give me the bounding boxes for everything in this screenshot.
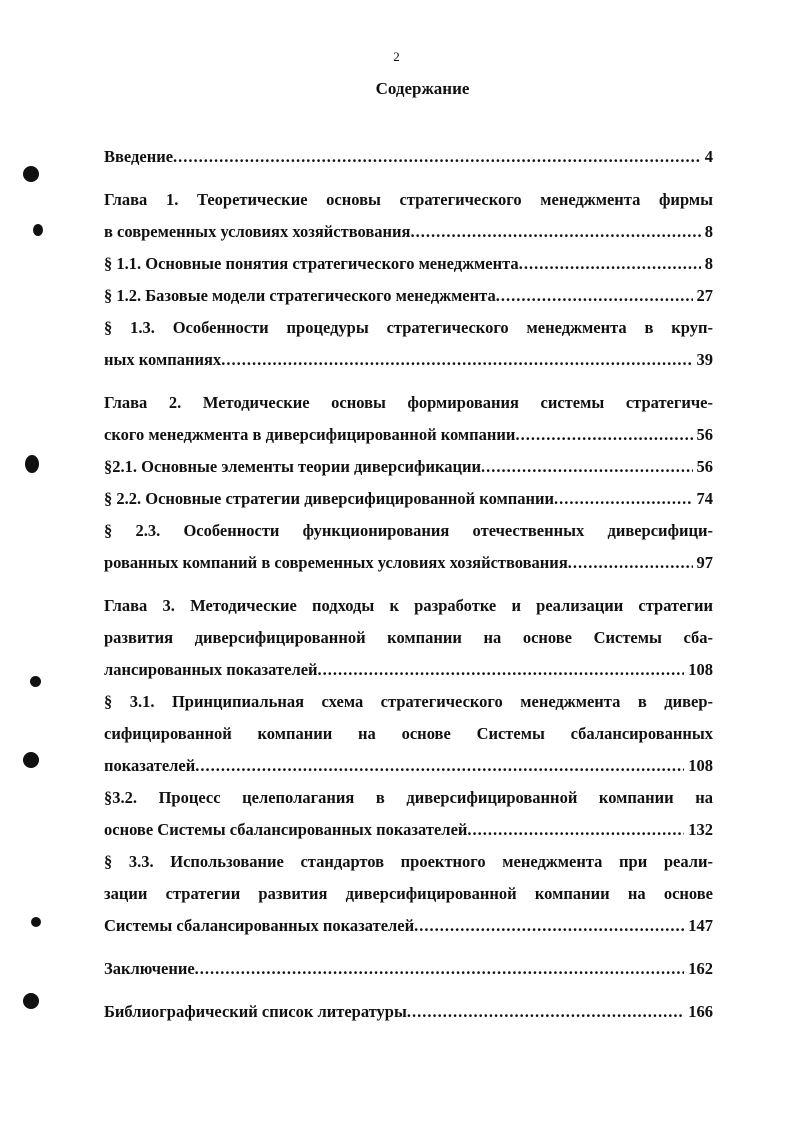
toc-entry-last-line (104, 654, 713, 686)
toc-page-number: 162 (688, 959, 713, 978)
toc-section-entry[interactable] (104, 515, 713, 579)
toc-chapter-entry[interactable] (104, 184, 713, 248)
toc-page-number: 132 (688, 820, 713, 839)
toc-entry-title: ского менеджмента в диверсифицированной компании ..... (104, 419, 693, 451)
toc-entry-title: § 1.1. Основные понятия стратегического менеджмента ..... (104, 248, 701, 280)
toc-entry-title: Заключение ..... (104, 953, 684, 985)
toc-entry-last-line (104, 483, 713, 515)
toc-entry-line: §3.2. Процесс целеполагания в диверсифицированной компании на (104, 788, 713, 807)
toc-page-number: 8 (704, 222, 713, 241)
toc-entry-line: § 2.3. Особенности функционирования отечественных диверсифици- (104, 521, 713, 540)
toc-entry-last-line (104, 216, 713, 248)
page-title: Содержание (375, 79, 470, 98)
toc-entry-line: развития диверсифицированной компании на основе Системы сба- (104, 628, 713, 647)
toc-entry-title: рованных компаний в современных условиях хозяйствования ..... (104, 547, 693, 579)
toc-entry-line: Глава 1. Теоретические основы стратегического менеджмента фирмы (104, 190, 713, 209)
toc-chapter-entry[interactable] (104, 590, 713, 686)
toc-entry-title: § 2.2. Основные стратегии диверсифицированной компании ..... (104, 483, 693, 515)
toc-section-entry[interactable] (104, 686, 713, 782)
toc-entry-line: Глава 3. Методические подходы к разработке и реализации стратегии (104, 596, 713, 615)
toc-chapter-entry[interactable] (104, 141, 713, 173)
toc-page-number: 27 (696, 286, 713, 305)
toc-entry-last-line (104, 953, 713, 985)
toc-entry-last-line (104, 280, 713, 312)
toc-section-entry[interactable] (104, 312, 713, 376)
toc-entry-last-line (104, 750, 713, 782)
toc-entry-last-line (104, 451, 713, 483)
toc-entry-last-line (104, 419, 713, 451)
toc-entry-last-line (104, 141, 713, 173)
toc-entry-last-line (104, 248, 713, 280)
toc-section-entry[interactable] (104, 248, 713, 280)
toc-entry-title: §2.1. Основные элементы теории диверсификации ..... (104, 451, 693, 483)
toc-entry-line: § 3.3. Использование стандартов проектного менеджмента при реали- (104, 852, 713, 871)
toc-page-number: 97 (696, 553, 713, 572)
toc-entry-last-line (104, 996, 713, 1028)
toc-chapter-entry[interactable] (104, 953, 713, 985)
toc-entry-last-line (104, 344, 713, 376)
toc-entry-line: зации стратегии развития диверсифицированной компании на основе (104, 884, 713, 903)
toc-page-number: 108 (688, 756, 713, 775)
toc-page-number: 56 (696, 457, 713, 476)
toc-chapter-entry[interactable] (104, 387, 713, 451)
page-number: 2 (393, 49, 400, 64)
toc-entry-last-line (104, 910, 713, 942)
toc-page-number: 147 (688, 916, 713, 935)
toc-section-entry[interactable] (104, 483, 713, 515)
toc-entry-title: Библиографический список литературы ..... (104, 996, 684, 1028)
toc-entry-line: § 3.1. Принципиальная схема стратегического менеджмента в дивер- (104, 692, 713, 711)
toc-page-number: 8 (704, 254, 713, 273)
toc-entry-title: основе Системы сбалансированных показателей ..... (104, 814, 684, 846)
toc-page-number: 108 (688, 660, 713, 679)
toc-section-entry[interactable] (104, 451, 713, 483)
binder-hole-mark (30, 676, 41, 687)
binder-hole-mark (25, 455, 39, 473)
binder-hole-mark (23, 166, 39, 182)
toc-entry-title: показателей ..... (104, 750, 684, 782)
toc-entry-title: ных компаниях ..... (104, 344, 693, 376)
toc-page-number: 4 (704, 147, 713, 166)
toc-section-entry[interactable] (104, 782, 713, 846)
toc-entry-title: § 1.2. Базовые модели стратегического менеджмента ..... (104, 280, 693, 312)
toc-chapter-entry[interactable] (104, 996, 713, 1028)
toc-entry-title: в современных условиях хозяйствования ..... (104, 216, 701, 248)
binder-hole-mark (23, 993, 39, 1009)
toc-entry-last-line (104, 814, 713, 846)
binder-hole-mark (23, 752, 39, 768)
binder-hole-mark (33, 224, 43, 236)
toc-page-number: 39 (696, 350, 713, 369)
toc-entry-title: Системы сбалансированных показателей ..... (104, 910, 684, 942)
table-of-contents (104, 141, 713, 1028)
toc-section-entry[interactable] (104, 280, 713, 312)
toc-page-number: 56 (696, 425, 713, 444)
binder-hole-mark (31, 917, 41, 927)
toc-page-number: 166 (688, 1002, 713, 1021)
toc-entry-last-line (104, 547, 713, 579)
toc-entry-title: лансированных показателей ..... (104, 654, 684, 686)
toc-entry-line: Глава 2. Методические основы формирования системы стратегиче- (104, 393, 713, 412)
toc-entry-line: § 1.3. Особенности процедуры стратегического менеджмента в круп- (104, 318, 713, 337)
toc-entry-title: Введение ..... (104, 141, 701, 173)
toc-entry-line: сифицированной компании на основе Системы сбалансированных (104, 724, 713, 743)
toc-section-entry[interactable] (104, 846, 713, 942)
toc-page-number: 74 (696, 489, 713, 508)
